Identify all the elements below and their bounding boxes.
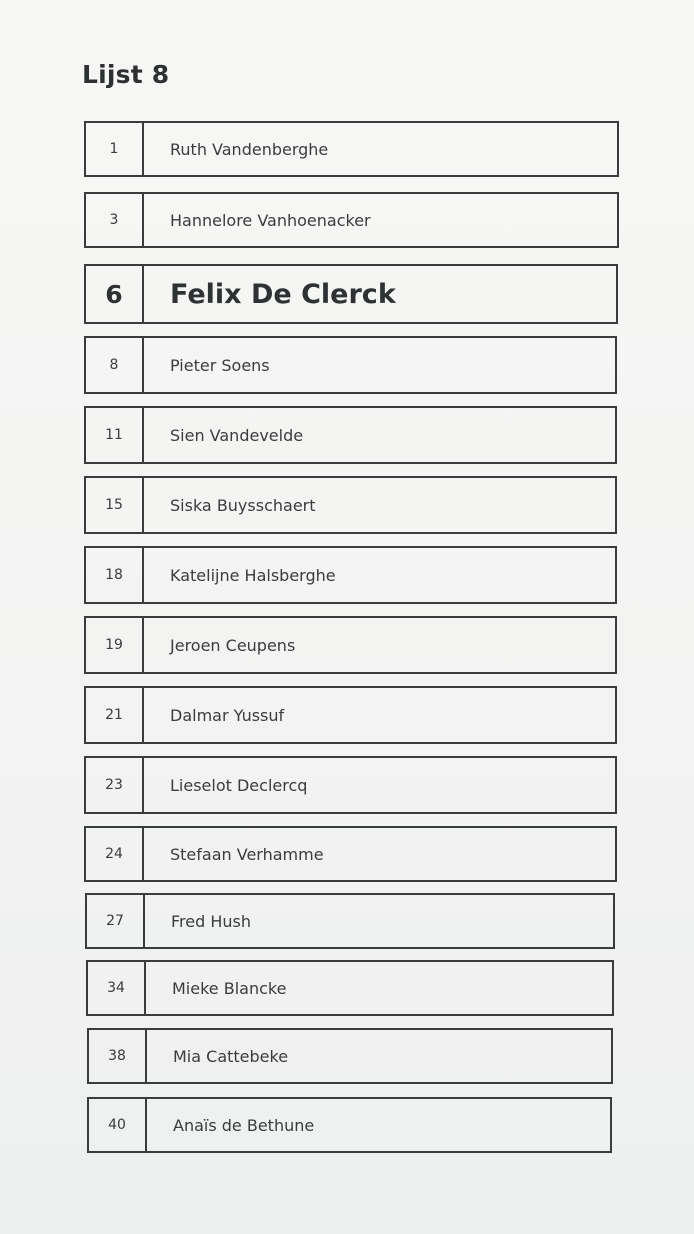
candidate-number: 40 (89, 1099, 147, 1151)
candidate-name: Mieke Blancke (172, 978, 287, 998)
candidate-number: 18 (86, 548, 144, 602)
candidate-number: 11 (86, 408, 144, 462)
candidate-row (84, 192, 619, 248)
candidate-row (87, 1097, 612, 1153)
candidate-number: 15 (86, 478, 144, 532)
candidate-row (84, 336, 617, 394)
candidate-row (84, 826, 617, 882)
candidate-number: 34 (88, 962, 146, 1014)
candidate-number: 23 (86, 758, 144, 812)
list-title: Lijst 8 (82, 60, 170, 89)
candidate-row (84, 756, 617, 814)
candidate-number: 38 (89, 1030, 147, 1082)
candidate-number: 19 (86, 618, 144, 672)
candidate-row (84, 476, 617, 534)
candidate-row (84, 121, 619, 177)
candidate-name: Stefaan Verhamme (170, 844, 324, 864)
candidate-name: Dalmar Yussuf (170, 705, 285, 725)
candidate-name: Felix De Clerck (170, 278, 396, 310)
candidate-number: 3 (86, 194, 144, 246)
candidate-row (86, 960, 614, 1016)
candidate-number: 21 (86, 688, 144, 742)
candidate-number: 24 (86, 828, 144, 880)
candidate-number: 27 (87, 895, 145, 947)
candidate-name: Pieter Soens (170, 355, 270, 375)
candidate-name: Mia Cattebeke (173, 1046, 289, 1066)
candidate-name: Siska Buysschaert (170, 495, 316, 515)
candidate-name: Hannelore Vanhoenacker (170, 210, 371, 230)
candidate-name: Fred Hush (171, 911, 251, 931)
candidate-name: Lieselot Declercq (170, 775, 308, 795)
candidate-name: Ruth Vandenberghe (170, 139, 329, 159)
candidate-name: Sien Vandevelde (170, 425, 304, 445)
candidate-number: 1 (86, 123, 144, 175)
candidate-row (84, 686, 617, 744)
candidate-name: Jeroen Ceupens (170, 635, 296, 655)
candidate-number: 8 (86, 338, 144, 392)
candidate-name: Katelijne Halsberghe (170, 565, 336, 585)
candidate-number: 6 (86, 266, 144, 322)
candidate-row (84, 616, 617, 674)
candidate-row (84, 546, 617, 604)
candidate-name: Anaïs de Bethune (173, 1115, 315, 1135)
candidate-row (85, 893, 615, 949)
candidate-row (87, 1028, 613, 1084)
candidate-row (84, 406, 617, 464)
candidate-row-highlighted (84, 264, 618, 324)
